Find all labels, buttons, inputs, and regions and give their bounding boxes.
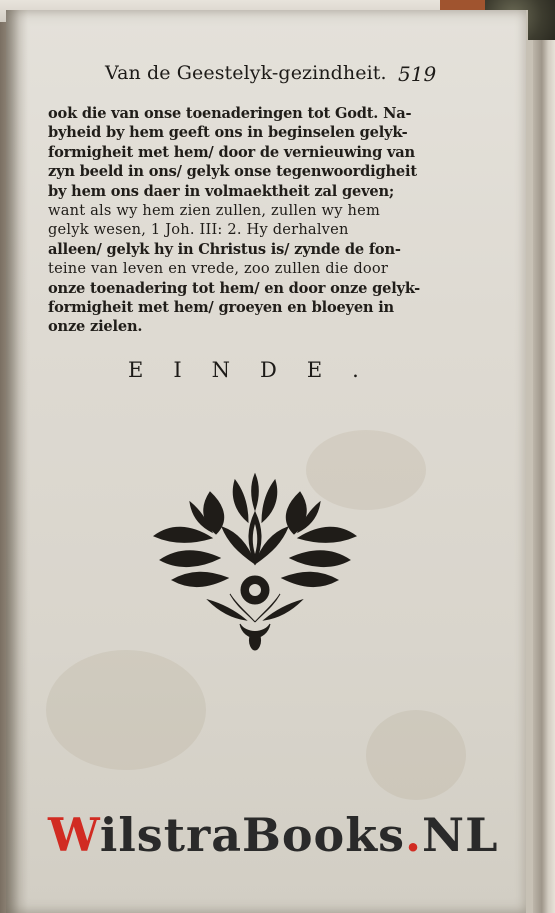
body-line: onze zielen. [48,318,143,336]
floral-tailpiece-icon [150,472,360,652]
body-line: formigheit met hem/ door de vernieuwing van [48,143,415,161]
body-line: want als wy hem zien zullen, zullen wy hem [48,202,380,220]
body-line: by hem ons daer in volmaektheit zal geven; [48,182,395,200]
paper-stain [46,650,206,770]
body-text [48,104,440,337]
body-line: teine van leven en vrede, zoo zullen die door [48,260,389,278]
book-edge [533,0,555,913]
body-line: gelyk wesen, 1 Joh. III: 2. Hy derhalven [48,221,349,239]
body-line: byheid by hem geeft ons in beginselen gelyk- [48,124,408,142]
watermark-name: ilstraBooks [99,808,406,862]
page-number: 519 [398,62,437,86]
running-head: Van de Geestelyk-gezindheit. [105,62,387,84]
body-line: onze toenadering tot hem/ en door onze gelyk- [48,279,420,297]
page-gutter-shadow [6,10,28,913]
watermark-first-letter: W [48,808,100,862]
body-line: alleen/ gelyk hy in Christus is/ zynde de fon- [48,240,401,258]
body-line: zyn beeld in ons/ gelyk onse tegenwoordigheit [48,163,417,181]
watermark-tld: NL [422,808,499,862]
paper-stain [366,710,466,800]
wilstrabooks-watermark [48,808,508,862]
body-line: ook die van onse toenaderingen tot Godt. Na- [48,105,412,122]
watermark-dot: . [405,808,423,862]
body-line: formigheit met hem/ groeyen en bloeyen in [48,299,394,317]
end-word: EINDE. [128,358,389,382]
